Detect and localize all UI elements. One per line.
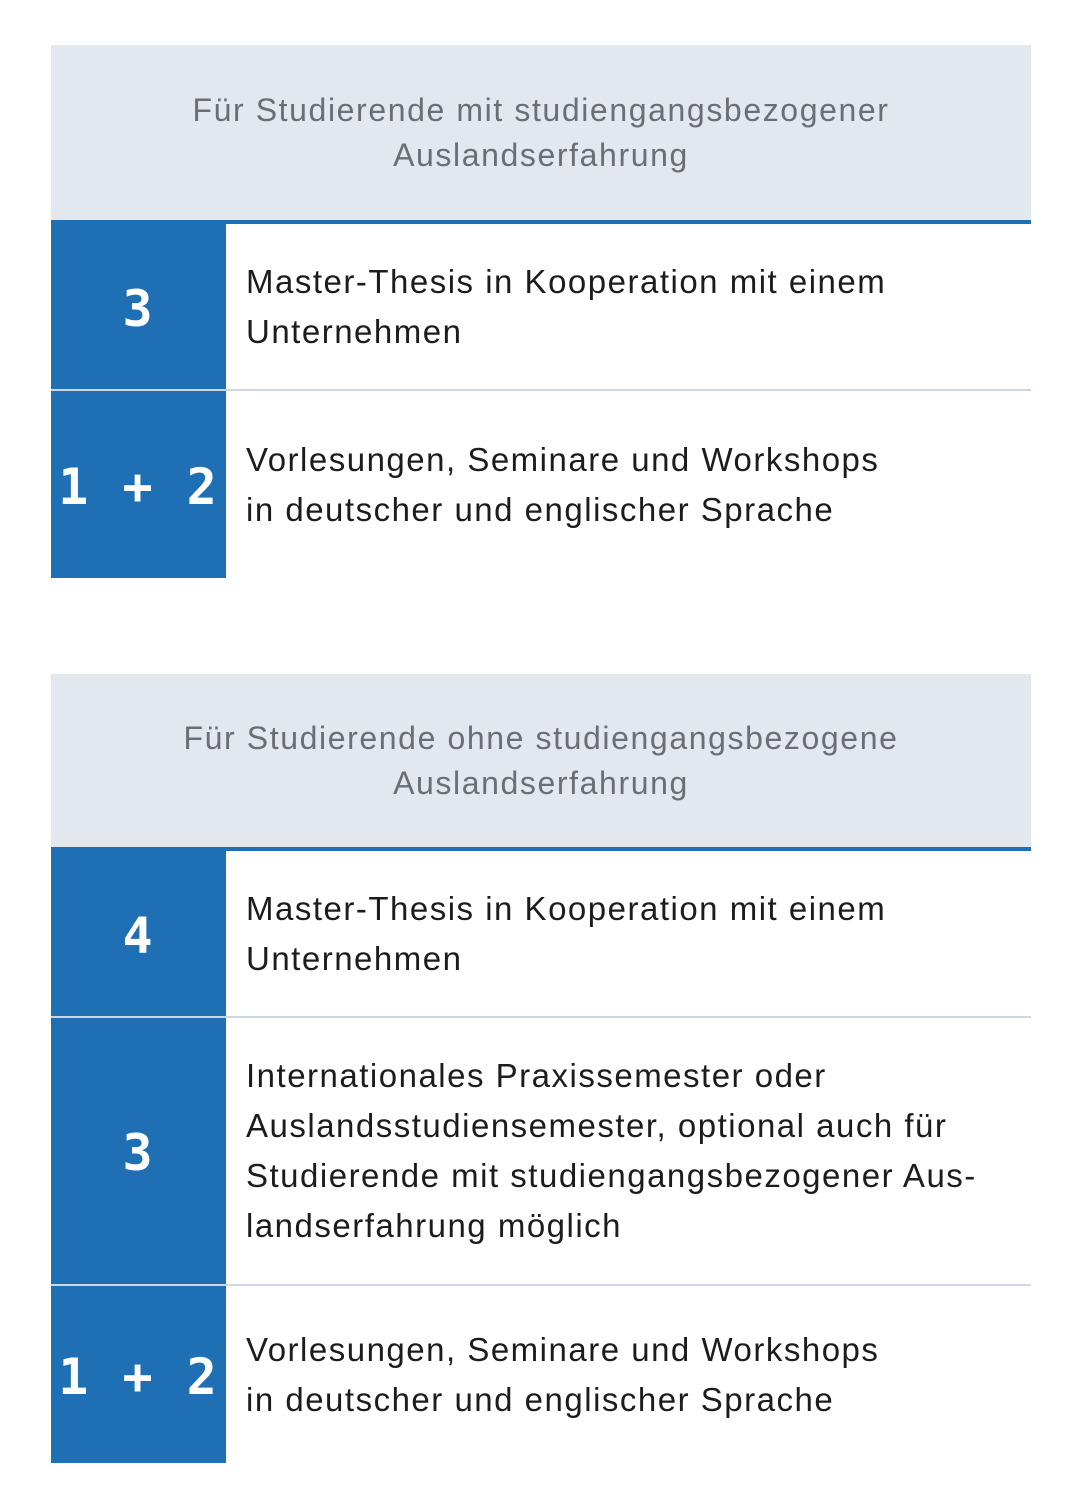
block-header bbox=[51, 674, 1031, 851]
description-line: Unternehmen bbox=[246, 312, 463, 350]
semester-row bbox=[51, 1016, 1031, 1284]
semester-row bbox=[51, 1284, 1031, 1463]
description-line: Unternehmen bbox=[246, 939, 463, 977]
description-line: Vorlesungen, Seminare und Workshops bbox=[246, 440, 880, 478]
description-line: Auslandsstudiensemester, optional auch für bbox=[246, 1107, 948, 1144]
semester-description bbox=[226, 1286, 1031, 1463]
block-header-line: Auslandserfahrung bbox=[393, 764, 689, 801]
description-line: Master-Thesis in Kooperation mit einem bbox=[246, 262, 887, 300]
description-line: in deutscher und englischer Sprache bbox=[246, 490, 835, 528]
program-block-without-experience bbox=[51, 674, 1031, 1463]
semester-number: 4 bbox=[51, 851, 226, 1016]
semester-number: 1 + 2 bbox=[51, 1286, 226, 1463]
block-header-line: Für Studierende ohne studiengangsbezogene bbox=[183, 719, 899, 756]
block-header bbox=[51, 45, 1031, 224]
semester-description bbox=[226, 391, 1031, 578]
semester-row bbox=[51, 224, 1031, 389]
semester-description bbox=[226, 851, 1031, 1016]
semester-row bbox=[51, 389, 1031, 578]
semester-number: 1 + 2 bbox=[51, 391, 226, 578]
semester-number: 3 bbox=[51, 1018, 226, 1284]
description-line: landserfahrung möglich bbox=[246, 1207, 623, 1244]
description-line: Vorlesungen, Seminare und Workshops bbox=[246, 1330, 880, 1368]
block-header-line: Auslandserfahrung bbox=[393, 136, 689, 173]
semester-number: 3 bbox=[51, 224, 226, 389]
description-line: Studierende mit studiengangsbezogener Aus- bbox=[246, 1157, 977, 1194]
semester-description bbox=[226, 224, 1031, 389]
description-line: Internationales Praxissemester oder bbox=[246, 1057, 827, 1094]
description-line: in deutscher und englischer Sprache bbox=[246, 1380, 835, 1418]
semester-description bbox=[226, 1018, 1031, 1284]
description-line: Master-Thesis in Kooperation mit einem bbox=[246, 889, 887, 927]
semester-row bbox=[51, 851, 1031, 1016]
program-block-with-experience bbox=[51, 45, 1031, 578]
block-header-line: Für Studierende mit studiengangsbezogener bbox=[192, 91, 890, 128]
